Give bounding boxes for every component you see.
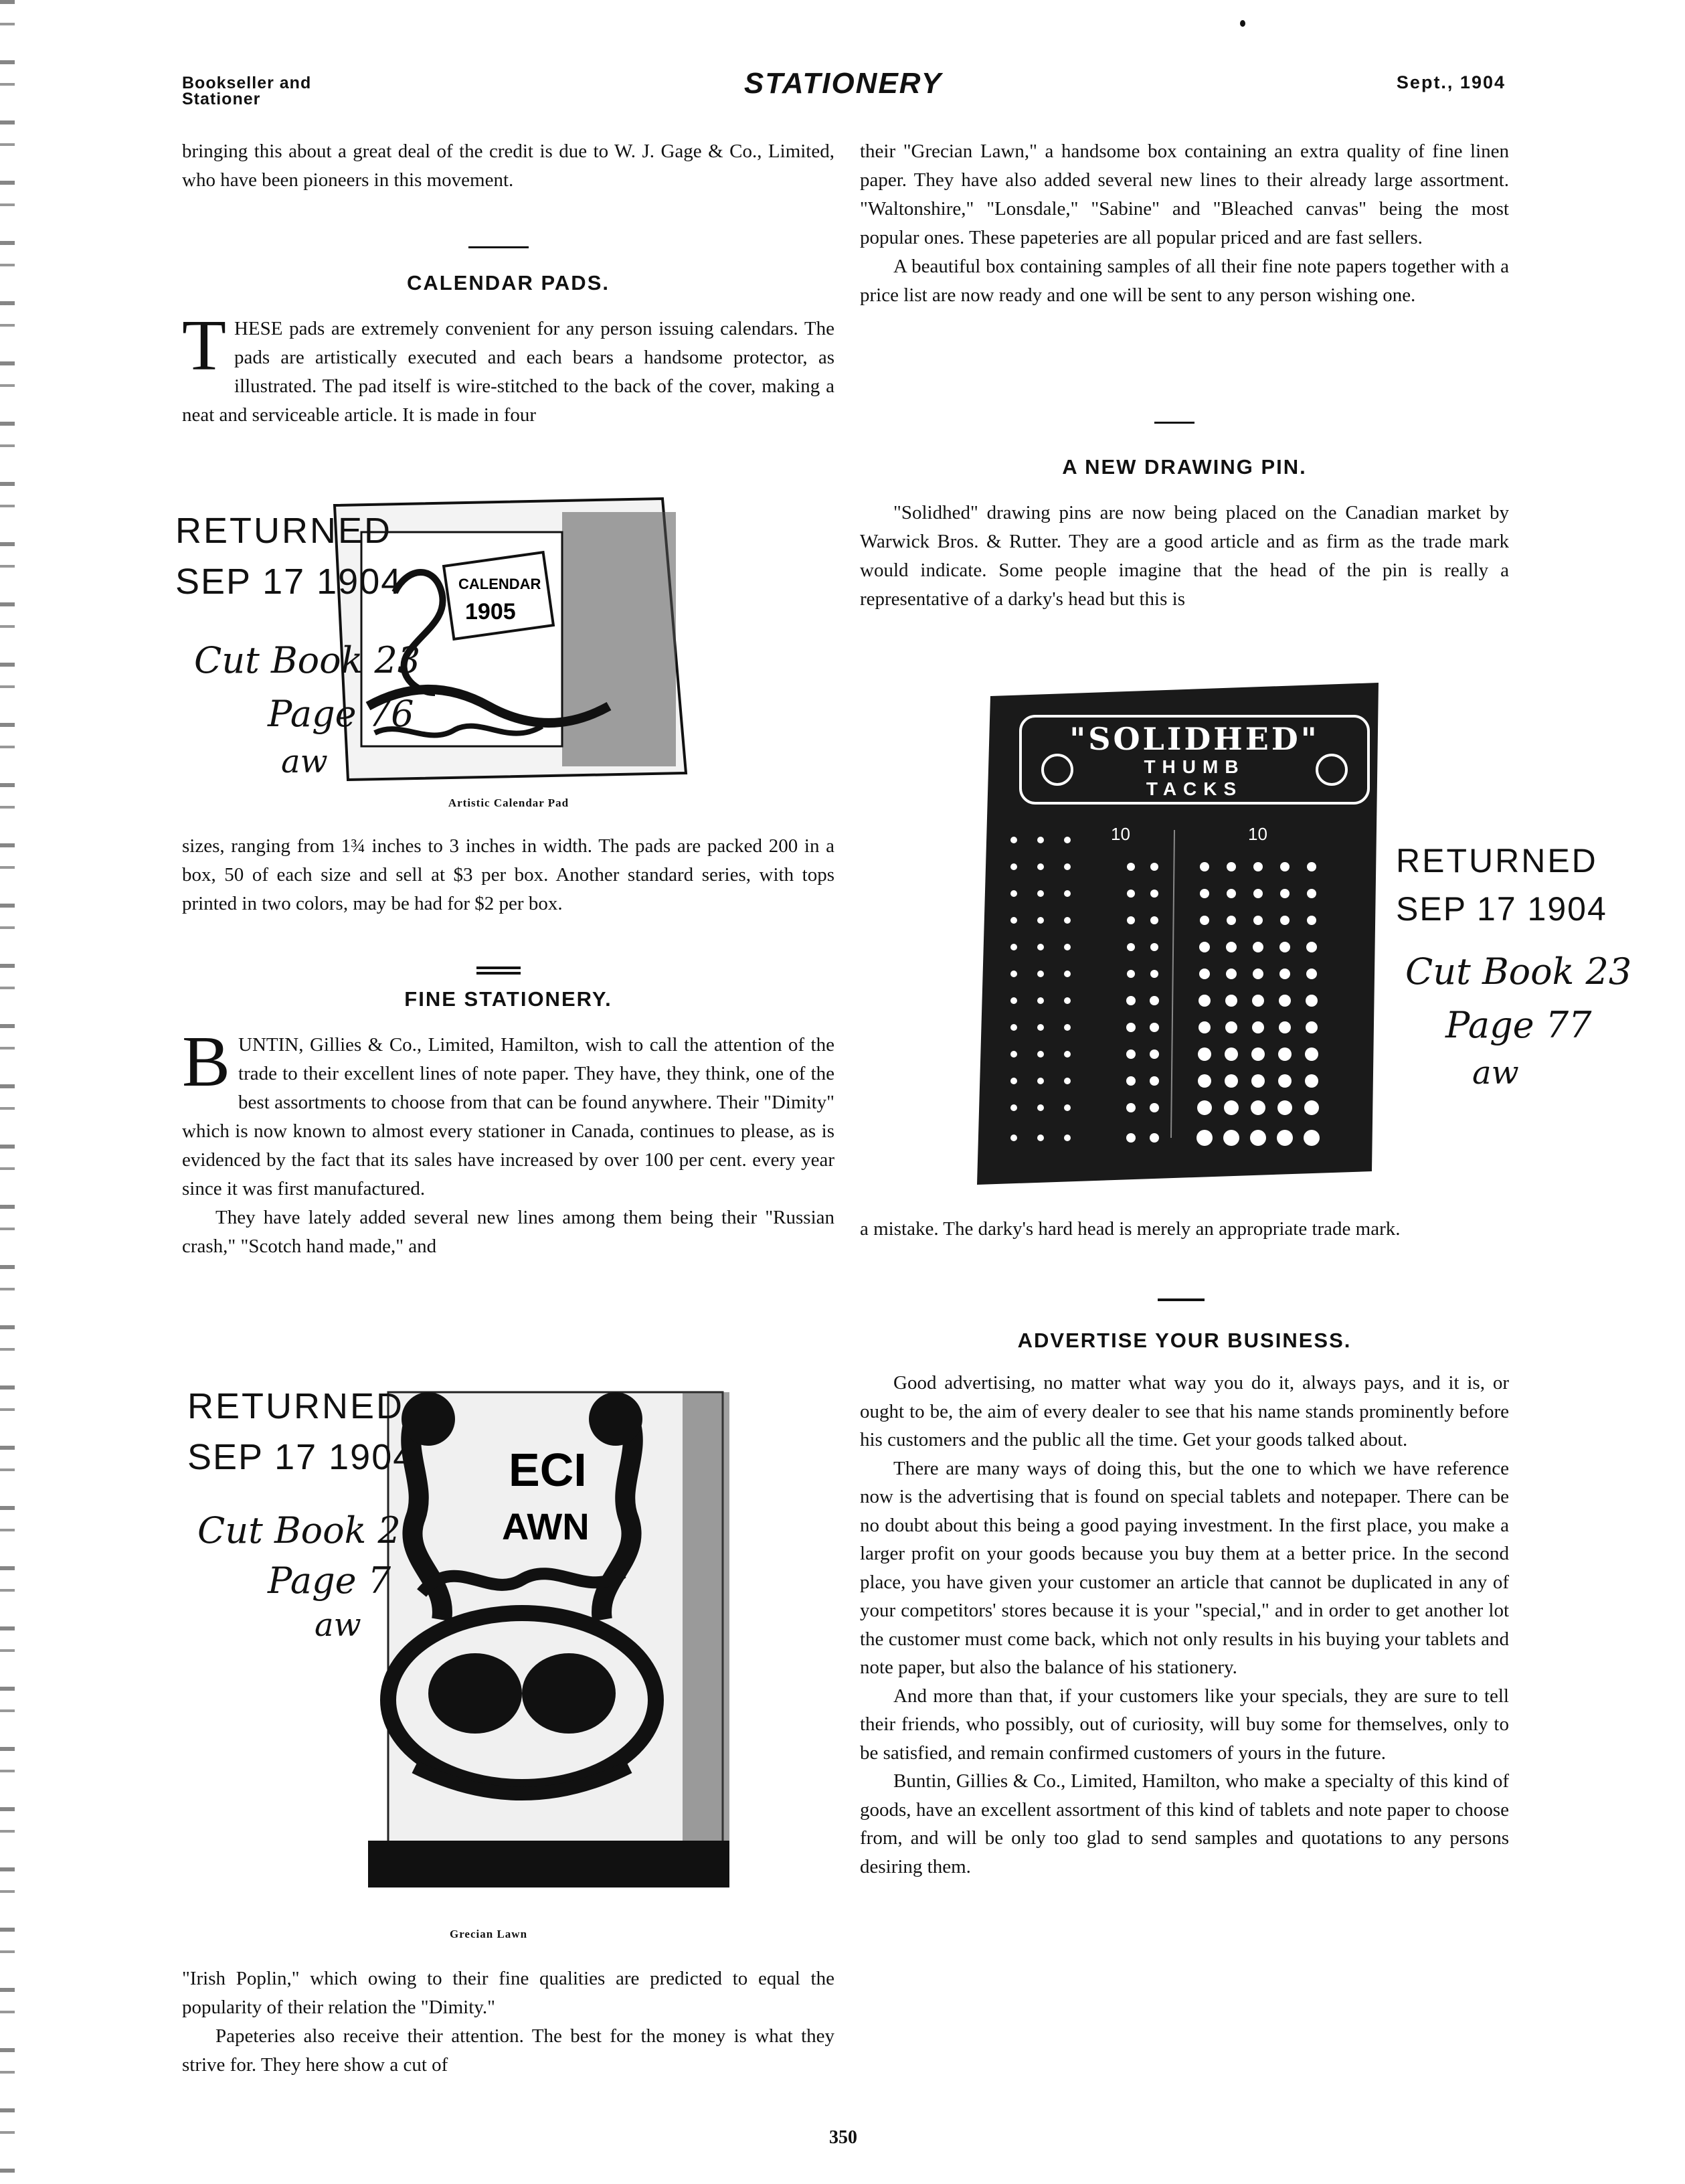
handwritten-page: Page 77 — [1445, 1004, 1592, 1046]
drawing-pin-heading: A NEW DRAWING PIN. — [1062, 455, 1307, 479]
header-publication — [182, 75, 383, 107]
stamp-returned-text: RETURNED — [1396, 842, 1598, 879]
handwritten-cut-book: Cut Book 23 — [194, 639, 421, 681]
grecian-text-2: A beautiful box containing samples of all their fine note papers together with a price list are now ready and one will be sent to any person wishing one. — [860, 256, 1509, 306]
section-divider — [1154, 422, 1194, 424]
fine-stationery-heading: FINE STATIONERY. — [404, 987, 612, 1011]
handwritten-initials: aw — [315, 1606, 361, 1644]
calendar-paragraph — [182, 306, 834, 430]
calendar-paragraph-2 — [182, 832, 834, 918]
solidhed-count-a: 10 — [1111, 824, 1130, 844]
header-section-title: STATIONERY — [743, 67, 943, 100]
handwritten-page: Page 76 — [268, 693, 414, 735]
fine-stationery-paragraph — [182, 1022, 834, 1261]
returned-stamp-2 — [1392, 840, 1611, 930]
grecian-caption: Grecian Lawn — [449, 1928, 528, 1940]
section-divider — [476, 967, 521, 969]
calendar-text-2: sizes, ranging from 1¾ inches to 3 inches in width. The pads are packed 200 in a box, 50 of each size and sell at $3 per box. Another standard series, with tops printed in two colors, may be had for $2 per box. — [182, 835, 834, 914]
calendar-caption: Artistic Calendar Pad — [448, 796, 569, 809]
section-divider — [468, 246, 529, 248]
fine-text-3: "Irish Poplin," which owing to their fine qualities are predicted to equal the popularity of their relation the "Dimity." — [182, 1968, 834, 2018]
pin-text: "Solidhed" drawing pins are now being placed on the Canadian market by Warwick Bros. & Rutter. They are a good article and as firm as the trade mark would indicate. Some people imagine that the head of the pin is really a representative of a darky's head but this is — [860, 502, 1509, 610]
handwritten-cut-book: Cut Book 23 — [1405, 950, 1632, 993]
scan-edge — [0, 0, 15, 2184]
handwritten-page: Page 7 — [268, 1560, 391, 1602]
stamp-date: SEP 17 1904 — [187, 1437, 415, 1477]
page-number: 350 — [829, 2127, 857, 2148]
calendar-heading: CALENDAR PADS. — [407, 271, 610, 295]
solidhed-count-b: 10 — [1248, 824, 1267, 844]
calendar-year: 1905 — [465, 599, 516, 624]
advertise-text-3: And more than that, if your customers like your specials, they are sure to tell their friends, who possibly, out of curiosity, will buy some for themselves, only to be satisfied, and remain confirmed customers of yours in the future. — [860, 1685, 1509, 1764]
section-divider — [1158, 1298, 1205, 1301]
drawing-pin-paragraph — [860, 499, 1509, 614]
header-left-line1: Bookseller and — [182, 74, 312, 92]
solidhed-thumb-tack-box — [964, 669, 1399, 1191]
solidhed-line2: TACKS — [1146, 778, 1243, 799]
stamp-date: SEP 17 1904 — [175, 562, 403, 602]
calendar-dropcap: T — [182, 306, 226, 386]
fine-stationery-paragraph-2 — [182, 1964, 834, 2080]
intro-paragraph — [182, 137, 834, 195]
calendar-text: HESE pads are extremely convenient for any person issuing calendars. The pads are artistically executed and each bears a handsome protector, as illustrated. The pad itself is wire-stitched to the back of the cover, making a neat and serviceable article. It is made in four — [182, 318, 834, 426]
handwritten-cut-book: Cut Book 2 — [197, 1509, 401, 1551]
scan-speck — [1240, 20, 1245, 27]
grecian-label-top: ECI — [509, 1444, 587, 1496]
fine-dropcap: B — [182, 1022, 231, 1102]
fine-text-4: Papeteries also receive their attention. The best for the money is what they strive for. They here show a cut of — [182, 2025, 834, 2076]
advertise-text: Good advertising, no matter what way you do it, always pays, and it is, or ought to be, the aim of every dealer to see that his name stands prominently before his customers and the public all the time. Get your goods talked about. — [860, 1372, 1509, 1450]
header-left-line2: Stationer — [182, 90, 261, 108]
section-divider — [476, 972, 521, 975]
advertise-heading: ADVERTISE YOUR BUSINESS. — [1017, 1329, 1352, 1352]
stamp-returned-text: RETURNED — [175, 511, 393, 551]
advertise-text-2: There are many ways of doing this, but the one to which we have reference now is the advertising that is found on special tablets and notepaper. There can be no doubt about this being a good paying investment. In the first place, you make a larger profit on your goods because you buy them at a better price. In the second place, you have given your customer an article that cannot be duplicated in any of your competitors' stores because it is your "special," and in order to get another lot the customer must come back, which not only results in his buying your tablets and note paper, but also the balance of his stationery. — [860, 1457, 1509, 1678]
grecian-paragraph — [860, 137, 1509, 310]
grecian-label-mid: AWN — [502, 1505, 590, 1547]
solidhed-brand: "SOLIDHED" — [1069, 721, 1320, 757]
advertise-paragraph — [860, 1369, 1509, 1881]
drawing-pin-paragraph-2 — [860, 1215, 1509, 1244]
grecian-text: their "Grecian Lawn," a handsome box containing an extra quality of fine linen paper. They have also added several new lines to their already large assortment. "Waltonshire," "Lonsdale," "Sabine" and "Bleached canvas" being the most popular ones. These papeteries are all popular priced and are fast sellers. — [860, 141, 1509, 248]
returned-stamp-1 — [175, 510, 402, 602]
intro-text: bringing this about a great deal of the credit is due to W. J. Gage & Co., Limited, who have been pioneers in this movement. — [182, 141, 834, 191]
returned-stamp-3 — [187, 1385, 414, 1478]
fine-text-2: They have lately added several new lines among them being their "Russian crash," "Scotch hand made," and — [182, 1207, 834, 1257]
fine-text: UNTIN, Gillies & Co., Limited, Hamilton, wish to call the attention of the trade to their excellent lines of note paper. They have, they think, one of the best assortments to choose from that can be found anywhere. Their "Dimity" which is now known to almost every stationer in Canada, continues to please, as is evidenced by the fact that its sales have increased by over 100 per cent. every year since it was first manufactured. — [182, 1034, 834, 1199]
handwritten-initials: aw — [281, 743, 328, 780]
stamp-returned-text: RETURNED — [187, 1386, 405, 1426]
header-date: Sept., 1904 — [1396, 72, 1506, 92]
solidhed-line1: THUMB — [1144, 756, 1245, 777]
calendar-label: CALENDAR — [458, 576, 541, 592]
advertise-text-4: Buntin, Gillies & Co., Limited, Hamilton, who make a specialty of this kind of goods, have an excellent assortment of this kind of tablets and note paper to choose from, and will be only too glad to send samples and quotations to any persons desiring them. — [860, 1770, 1509, 1877]
handwritten-initials: aw — [1472, 1054, 1519, 1092]
pin-text-2: a mistake. The darky's hard head is merely an appropriate trade mark. — [860, 1218, 1401, 1240]
stamp-date: SEP 17 1904 — [1396, 890, 1607, 928]
